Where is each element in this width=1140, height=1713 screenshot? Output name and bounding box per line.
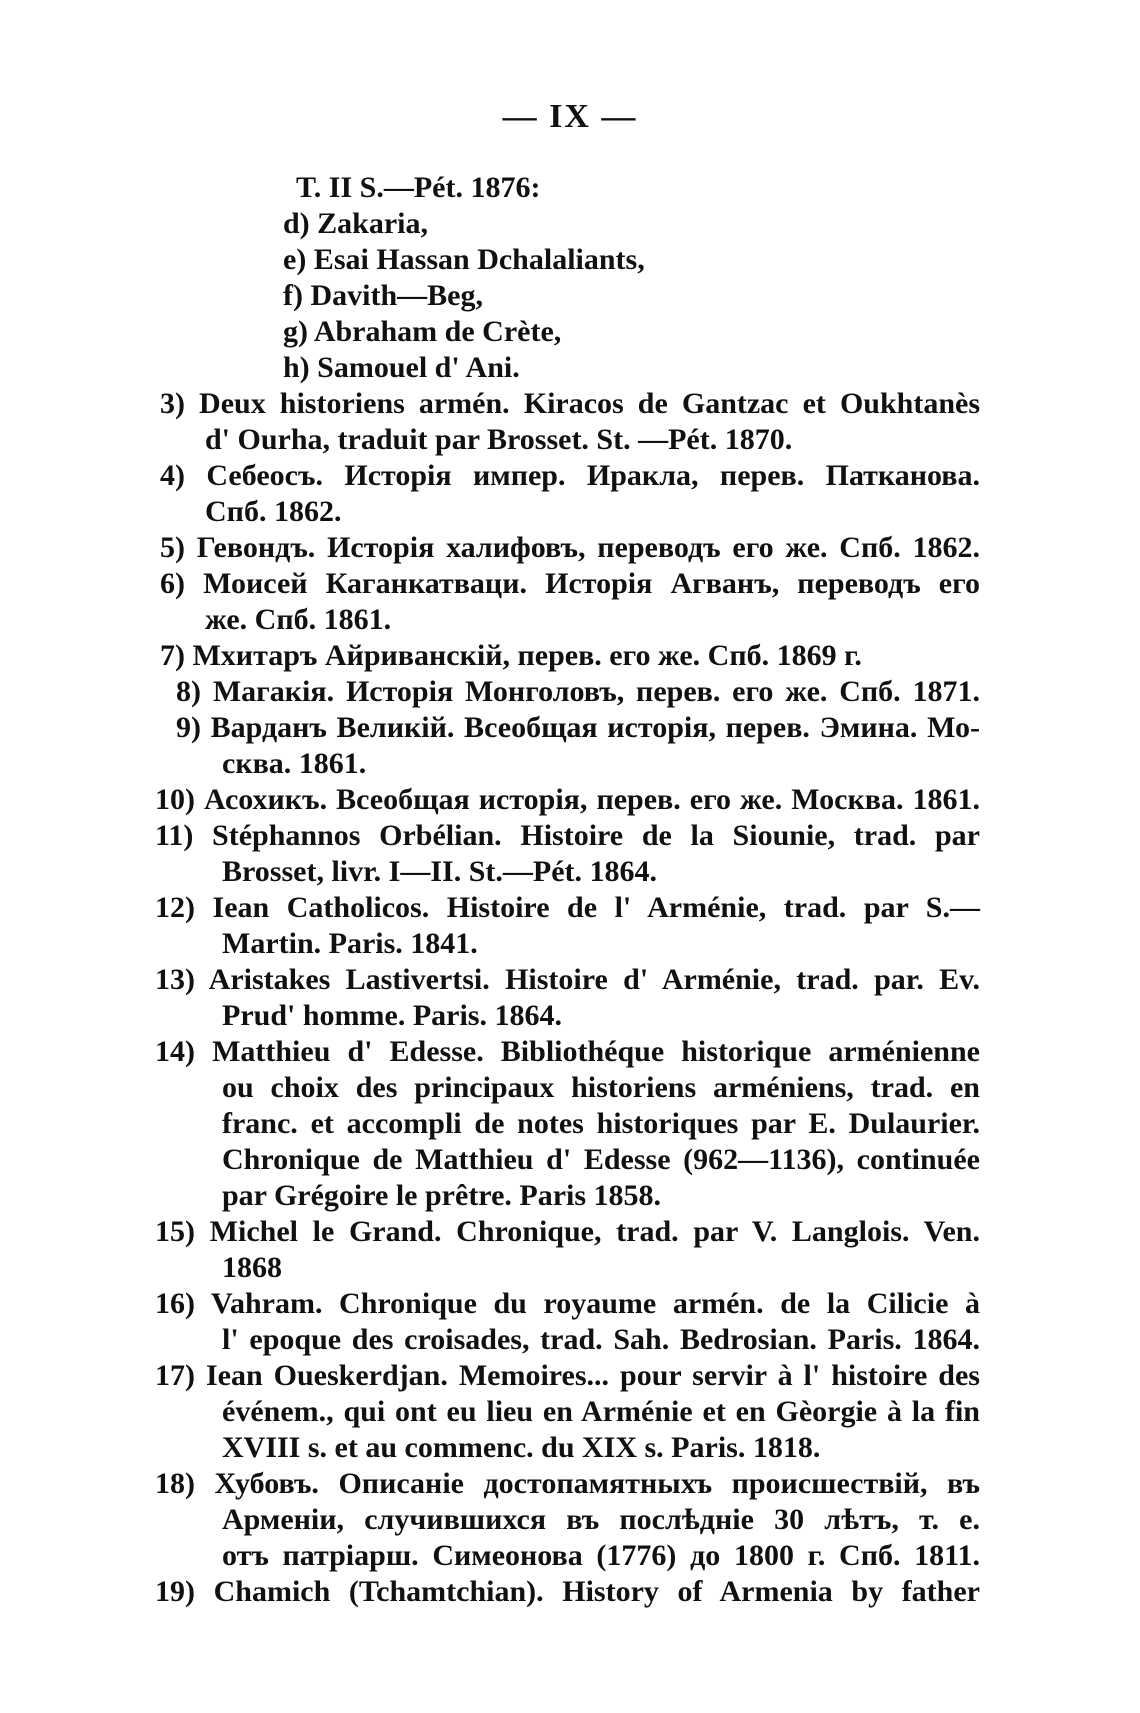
text-line: Brosset, livr. I—II. St.—Pét. 1864. bbox=[222, 855, 657, 888]
text-line: franc. et accompli de notes historiques par E. Dulaurier. bbox=[222, 1107, 980, 1140]
text-line: 17) Iean Oueskerdjan. Memoires... pour servir à l' histoire des bbox=[155, 1359, 980, 1392]
text-line: 12) Iean Catholicos. Histoire de l' Arménie, trad. par S.— bbox=[155, 891, 980, 924]
text-line: Chronique de Matthieu d' Edesse (962—1136), continuée bbox=[222, 1143, 980, 1176]
text-line: 13) Aristakes Lastivertsi. Histoire d' Arménie, trad. par. Ev. bbox=[155, 963, 980, 996]
text-line: h) Samouel d' Ani. bbox=[283, 351, 520, 384]
text-line: 3) Deux historiens armén. Kiracos de Gantzac et Oukhtanès bbox=[160, 387, 980, 420]
text-line: d' Ourha, traduit par Brosset. St. —Pét. 1870. bbox=[205, 423, 793, 456]
text-line: отъ патріарш. Симеонова (1776) до 1800 г. Спб. 1811. bbox=[222, 1539, 980, 1572]
text-line: 1868 bbox=[222, 1251, 282, 1284]
text-line: T. II S.—Pét. 1876: bbox=[296, 171, 541, 204]
text-line: 9) Варданъ Великій. Всеобщая исторія, перев. Эмина. Мо- bbox=[176, 711, 980, 744]
text-line: 14) Matthieu d' Edesse. Bibliothéque historique arménienne bbox=[155, 1035, 980, 1068]
text-line: 15) Michel le Grand. Chronique, trad. par V. Langlois. Ven. bbox=[155, 1215, 980, 1248]
text-line: 16) Vahram. Chronique du royaume armén. de la Cilicie à bbox=[155, 1287, 980, 1320]
text-line: d) Zakaria, bbox=[283, 207, 429, 240]
text-line: 5) Гевондъ. Исторія халифовъ, переводъ его же. Спб. 1862. bbox=[160, 531, 980, 564]
text-line: 6) Моисей Каганкатваци. Исторія Агванъ, переводъ его bbox=[160, 567, 980, 600]
text-line: 11) Stéphannos Orbélian. Histoire de la Siounie, trad. par bbox=[155, 819, 980, 852]
text-line: же. Спб. 1861. bbox=[205, 603, 392, 636]
text-line: Martin. Paris. 1841. bbox=[222, 927, 478, 960]
page-number: — IX — bbox=[502, 98, 638, 135]
text-line: Спб. 1862. bbox=[205, 495, 342, 528]
text-line: 7) Мхитаръ Айриванскій, перев. его же. Спб. 1869 г. bbox=[160, 639, 862, 672]
text-line: 10) Асохикъ. Всеобщая исторія, перев. его же. Москва. 1861. bbox=[155, 783, 980, 816]
text-line: f) Davith—Beg, bbox=[283, 279, 483, 312]
text-line: XVIII s. et au commenc. du XIX s. Paris. 1818. bbox=[222, 1431, 821, 1464]
text-line: 18) Хубовъ. Описаніе достопамятныхъ происшествій, въ bbox=[155, 1467, 980, 1500]
text-line: Prud' homme. Paris. 1864. bbox=[222, 999, 562, 1032]
text-line: Арменіи, случившихся въ послѣдніе 30 лѣтъ, т. е. bbox=[222, 1503, 980, 1536]
text-line: 8) Магакія. Исторія Монголовъ, перев. его же. Спб. 1871. bbox=[176, 675, 980, 708]
text-line: e) Esai Hassan Dchalaliants, bbox=[283, 243, 645, 276]
text-line: événem., qui ont eu lieu en Arménie et en Gèorgie à la fin bbox=[222, 1395, 980, 1428]
text-line: par Grégoire le prêtre. Paris 1858. bbox=[222, 1179, 662, 1212]
text-line: 4) Себеосъ. Исторія импер. Иракла, перев. Патканова. bbox=[160, 459, 980, 492]
text-line: 19) Chamich (Tchamtchian). History of Armenia by father bbox=[155, 1575, 980, 1608]
text-line: сква. 1861. bbox=[222, 747, 367, 780]
text-line: ou choix des principaux historiens arméniens, trad. en bbox=[222, 1071, 980, 1104]
text-line: l' epoque des croisades, trad. Sah. Bedrosian. Paris. 1864. bbox=[222, 1323, 980, 1356]
text-line: g) Abraham de Crète, bbox=[283, 315, 562, 348]
